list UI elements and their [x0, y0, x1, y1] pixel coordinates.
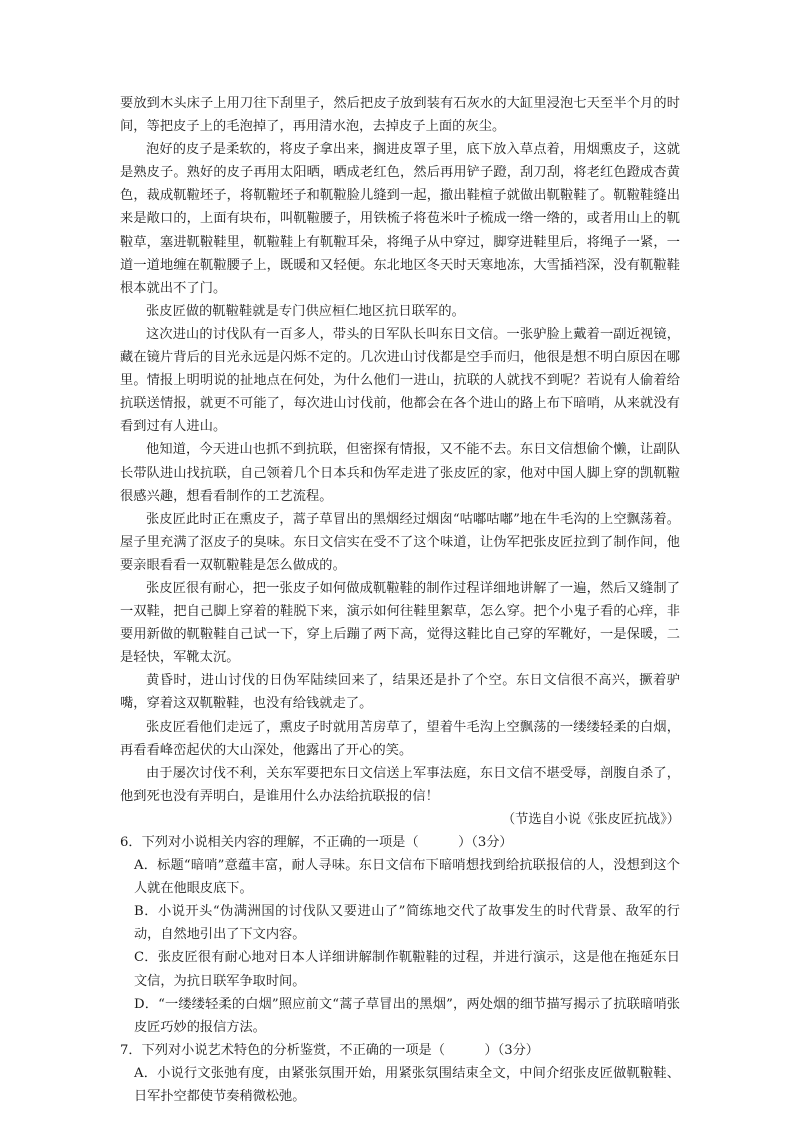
question-6 — [120, 831, 680, 1039]
question-option-b: B．小说开头“伪满洲国的讨伐队又要进山了”简练地交代了故事发生的时代背景、敌军的行动，自然地引出了下文内容。 — [134, 904, 680, 943]
question-7 — [120, 1039, 680, 1108]
story-paragraph: 这次进山的讨伐队有一百多人，带头的日军队长叫东日文信。一张驴脸上戴着一副近视镜，藏在镜片背后的目光永远是闪烁不定的。几次进山讨伐都是空手而归，他很是想不明白原因在哪里。情报上明明说的扯地点在何处，为什么他们一进山，抗联的人就找不到呢？若说有人偷着给抗联送情报，就更不可能了，每次进山讨伐前，他都会在各个进山的路上布下暗哨，从来就没有看到过有人进山。 — [120, 326, 680, 435]
question-option-c: C．张皮匠很有耐心地对日本人详细讲解制作靰鞡鞋的过程，并进行演示，这是他在拖延东日文信，为抗日联军争取时间。 — [134, 950, 680, 989]
story-paragraph: 由于屡次讨伐不利，关东军要把东日文信送上军事法庭，东日文信不堪受辱，剖腹自杀了，他到死也没有弄明白，是谁用什么办法给抗联报的信！ — [120, 765, 680, 804]
question-stem: 6．下列对小说相关内容的理解，不正确的一项是（ ）（3分） — [120, 835, 513, 850]
question-stem: 7．下列对小说艺术特色的分析鉴赏，不正确的一项是（ ）（3分） — [120, 1042, 539, 1058]
story-paragraph: 张皮匠做的靰鞡鞋就是专门供应桓仁地区抗日联军的。 — [146, 303, 465, 319]
story-paragraph: 张皮匠此时正在熏皮子，蒿子草冒出的黑烟经过烟囱“咕嘟咕嘟”地在牛毛沟的上空飘荡着。屋子里充满了沤皮子的臭味。东日文信实在受不了这个味道，让伪军把张皮匠拉到了制作间，他要亲眼看看一双靰鞡鞋是怎么做成的。 — [120, 511, 680, 573]
story-paragraph: 张皮匠看他们走远了，熏皮子时就用苫房草了，望着牛毛沟上空飘荡的一缕缕轻柔的白烟，再看看峰峦起伏的大山深处，他露出了开心的笑。 — [120, 719, 680, 758]
story-paragraph: 泡好的皮子是柔软的，将皮子拿出来，搁进皮罩子里，底下放入草点着，用烟熏皮子，这就是熟皮子。熟好的皮子再用太阳晒，晒成老红色，然后再用铲子蹬，刮刀刮，将老红色蹬成杏黄色，裁成靰鞡坯子，将靰鞡坯子和靰鞡脸儿缝到一起，撤出鞋楦子就做出靰鞡鞋了。靰鞡鞋缝出来是敞口的，上面有块布，叫靰鞡腰子，用铁梳子将苞米叶子梳成一绺一绺的，或者用山上的靰鞡草，塞进靰鞡鞋里，靰鞡鞋上有靰鞡耳朵，将绳子从中穿过，脚穿进鞋里后，将绳子一紧，一道一道地缠在靰鞡腰子上，既暖和又轻便。东北地区冬天时天寒地冻，大雪插裆深，没有靰鞡鞋根本就出不了门。 — [120, 142, 680, 296]
question-option-d: D．“一缕缕轻柔的白烟”照应前文“蒿子草冒出的黑烟”，两处烟的细节描写揭示了抗联暗哨张皮匠巧妙的报信方法。 — [134, 996, 680, 1035]
question-option-a: A．小说行文张弛有度，由紧张氛围开始，用紧张氛围结束全文，中间介绍张皮匠做靰鞡鞋、日军扑空都使节奏稍微松弛。 — [134, 1065, 680, 1105]
exam-page — [120, 92, 680, 1108]
story-section — [120, 92, 680, 831]
story-paragraph: 他知道，今天进山也抓不到抗联，但密探有情报，又不能不去。东日文信想偷个懒，让副队长带队进山找抗联，自己领着几个日本兵和伪军走进了张皮匠的家，他对中国人脚上穿的凯靰鞡很感兴趣，想看看制作的工艺流程。 — [120, 442, 680, 504]
story-paragraph: 要放到木头床子上用刀往下刮里子，然后把皮子放到装有石灰水的大缸里浸泡七天至半个月的时间，等把皮子上的毛泡掉了，再用清水泡，去掉皮子上面的灰尘。 — [120, 96, 680, 135]
question-option-a: A．标题“暗哨”意蕴丰富，耐人寻味。东日文信布下暗哨想找到给抗联报信的人，没想到这个人就在他眼皮底下。 — [134, 858, 680, 897]
story-paragraph: 黄昏时，进山讨伐的日伪军陆续回来了，结果还是扑了个空。东日文信很不高兴，撅着驴嘴，穿着这双靰鞡鞋，也没有给钱就走了。 — [120, 673, 680, 712]
story-source: （节选自小说《张皮匠抗战》） — [501, 811, 680, 827]
story-paragraph: 张皮匠很有耐心，把一张皮子如何做成靰鞡鞋的制作过程详细地讲解了一遍，然后又缝制了一双鞋，把自己脚上穿着的鞋脱下来，演示如何往鞋里絮草，怎么穿。把个小鬼子看的心痒，非要用新做的靰鞡鞋自己试一下，穿上后蹦了两下高，觉得这鞋比自己穿的军靴好，一是保暖，二是轻快，军靴太沉。 — [120, 580, 680, 666]
